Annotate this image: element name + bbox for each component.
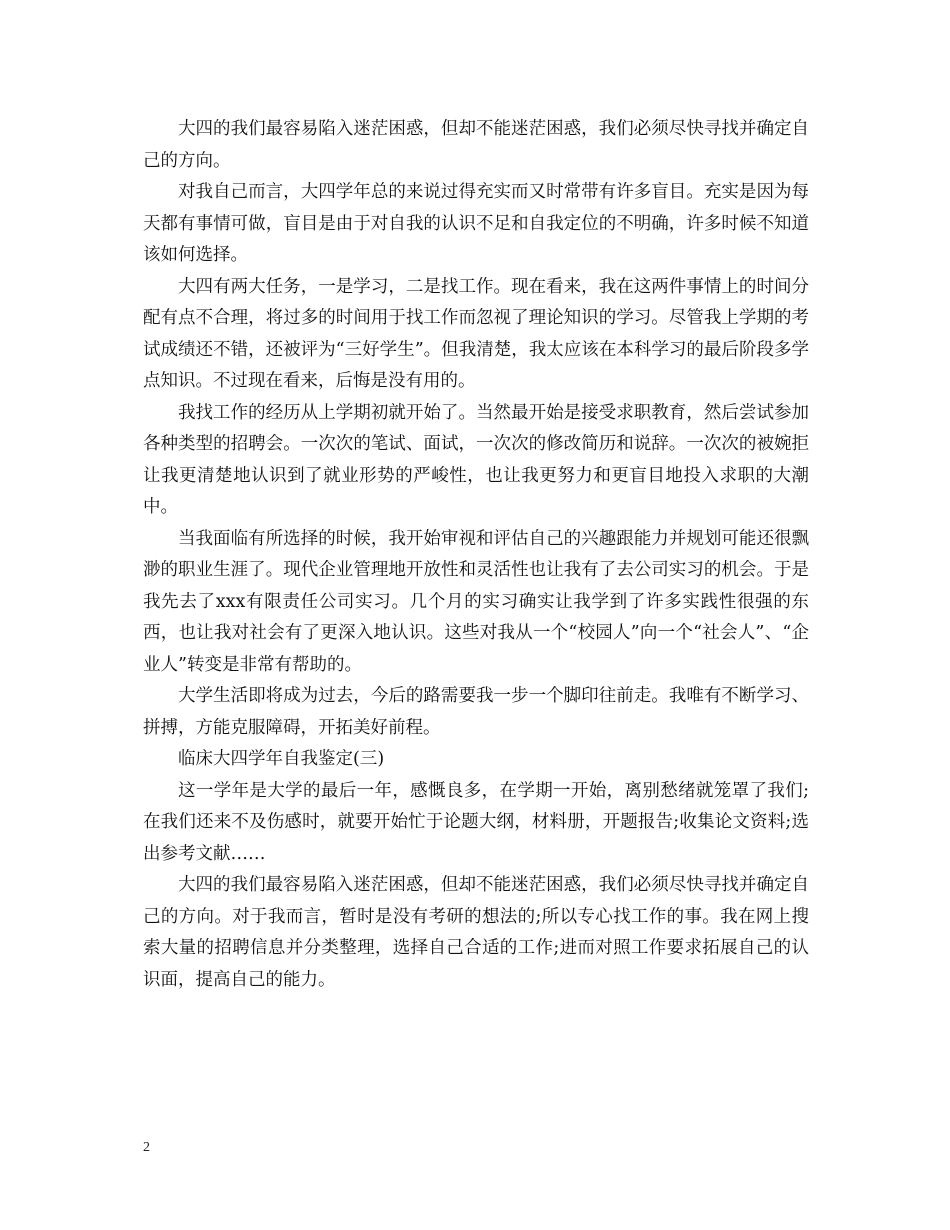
paragraph: 对我自己而言，大四学年总的来说过得充实而又时常带有许多盲目。充实是因为每天都有事情可做，盲目是由于对自我的认识不足和自我定位的不明确，许多时候不知道该如何选择。 <box>143 182 809 265</box>
paragraph: 我找工作的经历从上学期初就开始了。当然最开始是接受求职教育，然后尝试参加各种类型的招聘会。一次次的笔试、面试，一次次的修改简历和说辞。一次次的被婉拒让我更清楚地认识到了就业形势的严峻性，也让我更努力和更盲目地投入求职的大潮中。 <box>143 402 809 517</box>
paragraph: 大学生活即将成为过去，今后的路需要我一步一个脚印往前走。我唯有不断学习、拼搏，方能克服障碍，开拓美好前程。 <box>143 686 809 738</box>
paragraph: 这一学年是大学的最后一年，感慨良多，在学期一开始，离别愁绪就笼罩了我们;在我们还来不及伤感时，就要开始忙于论题大纲，材料册，开题报告;收集论文资料;选出参考文献…… <box>143 780 809 864</box>
paragraph: 当我面临有所选择的时候，我开始审视和评估自己的兴趣跟能力并规划可能还很飘渺的职业生涯了。现代企业管理地开放性和灵活性也让我有了去公司实习的机会。于是我先去了xxx有限责任公司实习。几个月的实习确实让我学到了许多实践性很强的东西，也让我对社会有了更深入地认识。这些对我从一个“校园人”向一个“社会人”、“企业人”转变是非常有帮助的。 <box>143 528 809 675</box>
paragraph: 大四有两大任务，一是学习，二是找工作。现在看来，我在这两件事情上的时间分配有点不合理，将过多的时间用于找工作而忽视了理论知识的学习。尽管我上学期的考试成绩还不错，还被评为“三好学生”。但我清楚，我太应该在本科学习的最后阶段多学点知识。不过现在看来，后悔是没有用的。 <box>143 276 809 391</box>
document-body <box>143 114 809 996</box>
section-heading: 临床大四学年自我鉴定(三) <box>178 749 385 769</box>
paragraph: 大四的我们最容易陷入迷茫困惑，但却不能迷茫困惑，我们必须尽快寻找并确定自己的方向。 <box>143 119 809 171</box>
page-number: 2 <box>143 1140 150 1155</box>
paragraph: 大四的我们最容易陷入迷茫困惑，但却不能迷茫困惑，我们必须尽快寻找并确定自己的方向。对于我而言，暂时是没有考研的想法的;所以专心找工作的事。我在网上搜索大量的招聘信息并分类整理，选择自己合适的工作;进而对照工作要求拓展自己的认识面，提高自己的能力。 <box>143 875 809 990</box>
